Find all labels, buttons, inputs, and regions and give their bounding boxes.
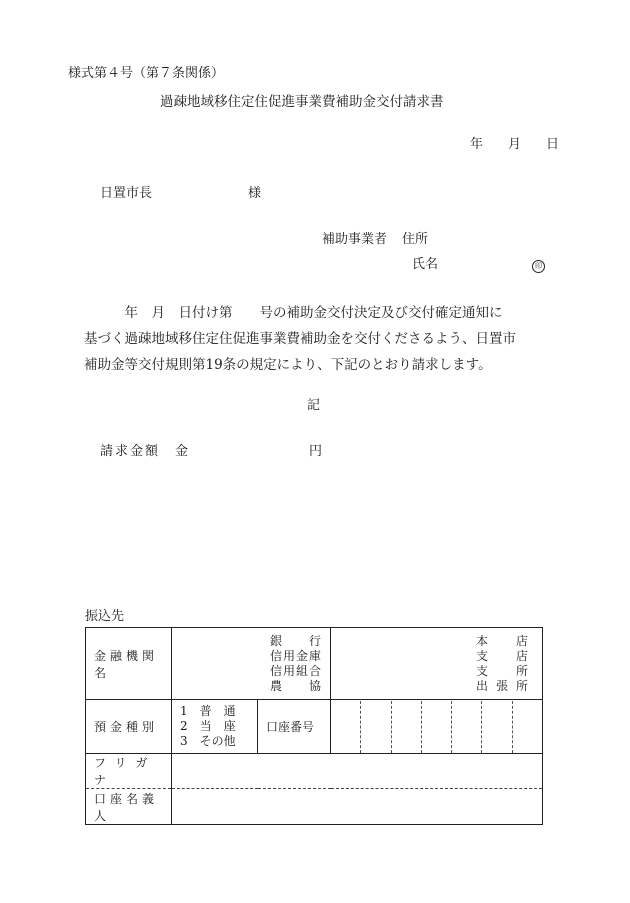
bank-label: 金融機関名 [86,628,172,700]
request-body [84,300,564,378]
account-digit-box[interactable] [391,701,421,753]
deposit-type-2: 2 当 座 [180,719,236,733]
amount-yen: 円 [309,444,323,459]
name-label: 氏名 [412,257,439,272]
account-digit-box[interactable] [451,701,481,753]
form-title: 過疎地域移住定住促進事業費補助金交付請求書 [160,94,444,110]
date-line: 年 月 日 [470,137,566,152]
amount-label: 請求金額 [100,444,161,459]
bank-type-2: 信用金庫 [270,648,323,663]
account-digit-box[interactable] [421,701,451,753]
body-line-2: 基づく過疎地域移住定住促進事業費補助金を交付くださるよう、日置市 [84,331,516,347]
account-digit-box[interactable] [360,701,390,753]
branch-type-1: 本 店 [476,633,537,648]
account-digit-box[interactable] [481,701,511,753]
account-digit-box[interactable] [331,701,360,753]
form-number: 様式第４号（第７条関係） [68,66,225,81]
furigana-label: フリガナ [86,754,172,789]
deposit-label: 預金種別 [86,700,172,754]
address-label: 住所 [402,232,429,247]
seal-icon: 印 [532,260,545,273]
holder-field[interactable] [172,789,543,825]
addressee: 日置市長 [100,186,153,201]
account-digit-box[interactable] [512,701,542,753]
bank-name-cell[interactable] [172,628,331,700]
applicant-label: 補助事業者 [322,232,388,247]
deposit-type-1: 1 普 通 [180,704,236,718]
addressee-honorific: 様 [248,186,262,201]
branch-type-4: 出張所 [476,678,537,693]
seal-mark [532,257,545,273]
ki-heading: 記 [307,398,321,413]
bank-type-3: 信用組合 [270,663,323,678]
account-number-label: 口座番号 [258,700,331,754]
body-line-3: 補助金等交付規則第19条の規定により、下記のとおり請求します。 [84,357,492,373]
holder-label: 口座名義人 [86,789,172,825]
bank-type-4: 農 協 [270,678,323,693]
deposit-type-3: 3 その他 [180,734,236,748]
furigana-field[interactable] [172,754,543,789]
body-line-1: 年 月 日付け第 号の補助金交付決定及び交付確定通知に [84,305,503,321]
bank-type-1: 銀 行 [270,633,323,648]
deposit-type-cell[interactable] [172,700,258,754]
branch-cell[interactable] [331,628,543,700]
branch-type-2: 支 店 [476,648,537,663]
bank-table [85,627,543,825]
amount-kin: 金 [175,444,189,459]
branch-type-3: 支 所 [476,663,537,678]
transfer-label: 振込先 [85,609,125,624]
account-number-boxes[interactable] [331,700,543,754]
